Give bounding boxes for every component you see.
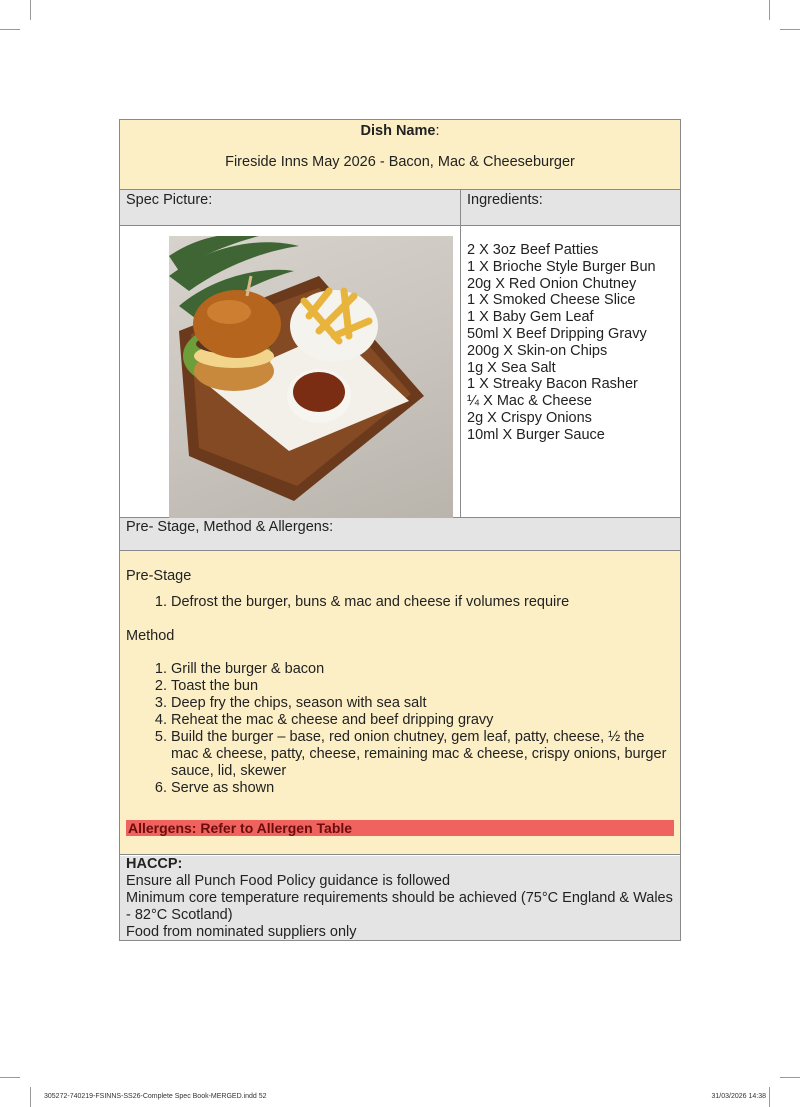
ingredients-cell: [461, 226, 680, 517]
method-step: 2. Toast the bun: [171, 678, 674, 695]
crop-mark: [0, 1077, 20, 1078]
picture-ingredients-row: [120, 226, 680, 518]
haccp-line: Minimum core temperature requirements should be achieved (75°C England & Wales - 82°C Scotland): [126, 890, 673, 923]
picture-ingredients-header-row: [120, 190, 680, 226]
haccp-cell: [120, 856, 680, 940]
method-step: 1. Grill the burger & bacon: [171, 661, 674, 678]
ingredient-item: 10ml X Burger Sauce: [467, 426, 605, 443]
dish-name-label: Dish Name: [360, 123, 436, 139]
crop-mark: [0, 29, 20, 30]
ingredient-item: 1 X Streaky Bacon Rasher: [467, 376, 638, 393]
footer-filename: 305272-740219-FSINNS-SS26-Complete Spec Book-MERGED.indd 52: [44, 1093, 267, 1100]
ingredient-item: 1g X Sea Salt: [467, 359, 556, 376]
method-step: 5. Build the burger – base, red onion chutney, gem leaf, patty, cheese, ½ the mac & cheese, patty, cheese, remaining mac & cheese, crispy onions, burger sauce, lid, skewer: [171, 729, 674, 780]
dish-name-cell: Dish Name: Fireside Inns May 2026 - Bacon, Mac & Cheeseburger: [120, 120, 680, 190]
ingredient-item: 50ml X Beef Dripping Gravy: [467, 325, 647, 342]
method-section-header: Pre- Stage, Method & Allergens:: [120, 518, 680, 551]
prestage-list: [126, 594, 674, 611]
ingredients-header: Ingredients:: [467, 192, 543, 208]
method-cell: [120, 551, 680, 855]
footer-timestamp: 31/03/2026 14:38: [711, 1093, 766, 1100]
ingredient-item: 20g X Red Onion Chutney: [467, 275, 637, 292]
ingredient-item: 1 X Smoked Cheese Slice: [467, 292, 636, 309]
method-step: 6. Serve as shown: [171, 780, 674, 797]
method-list: [126, 661, 674, 797]
crop-mark: [30, 1087, 31, 1107]
ingredient-item: 200g X Skin-on Chips: [467, 342, 608, 359]
method-step: 3. Deep fry the chips, season with sea salt: [171, 695, 674, 712]
ingredient-item: ¼ X Mac & Cheese: [467, 393, 592, 410]
allergens-banner: Allergens: Refer to Allergen Table: [126, 820, 674, 836]
dish-name: Fireside Inns May 2026 - Bacon, Mac & Cheeseburger: [225, 154, 575, 170]
method-step: 4. Reheat the mac & cheese and beef dripping gravy: [171, 712, 674, 729]
spec-sheet: [119, 119, 681, 941]
crop-mark: [769, 1087, 770, 1107]
crop-mark: [30, 0, 31, 20]
spec-picture-cell: [120, 226, 461, 517]
ingredient-item: 1 X Brioche Style Burger Bun: [467, 258, 656, 275]
dish-photo: [169, 236, 453, 518]
ingredient-item: 1 X Baby Gem Leaf: [467, 309, 594, 326]
haccp-line: Ensure all Punch Food Policy guidance is followed: [126, 873, 451, 889]
method-title: Method: [126, 628, 175, 644]
haccp-title: HACCP:: [126, 856, 183, 872]
crop-mark: [780, 29, 800, 30]
crop-mark: [769, 0, 770, 20]
spec-picture-header: Spec Picture:: [120, 190, 461, 225]
prestage-step: 1. Defrost the burger, buns & mac and cheese if volumes require: [171, 594, 674, 611]
crop-mark: [780, 1077, 800, 1078]
haccp-line: Food from nominated suppliers only: [126, 924, 357, 940]
ingredient-item: 2 X 3oz Beef Patties: [467, 242, 599, 258]
ingredients-list: [461, 226, 680, 444]
prestage-title: Pre-Stage: [126, 568, 192, 584]
ingredient-item: 2g X Crispy Onions: [467, 409, 592, 426]
